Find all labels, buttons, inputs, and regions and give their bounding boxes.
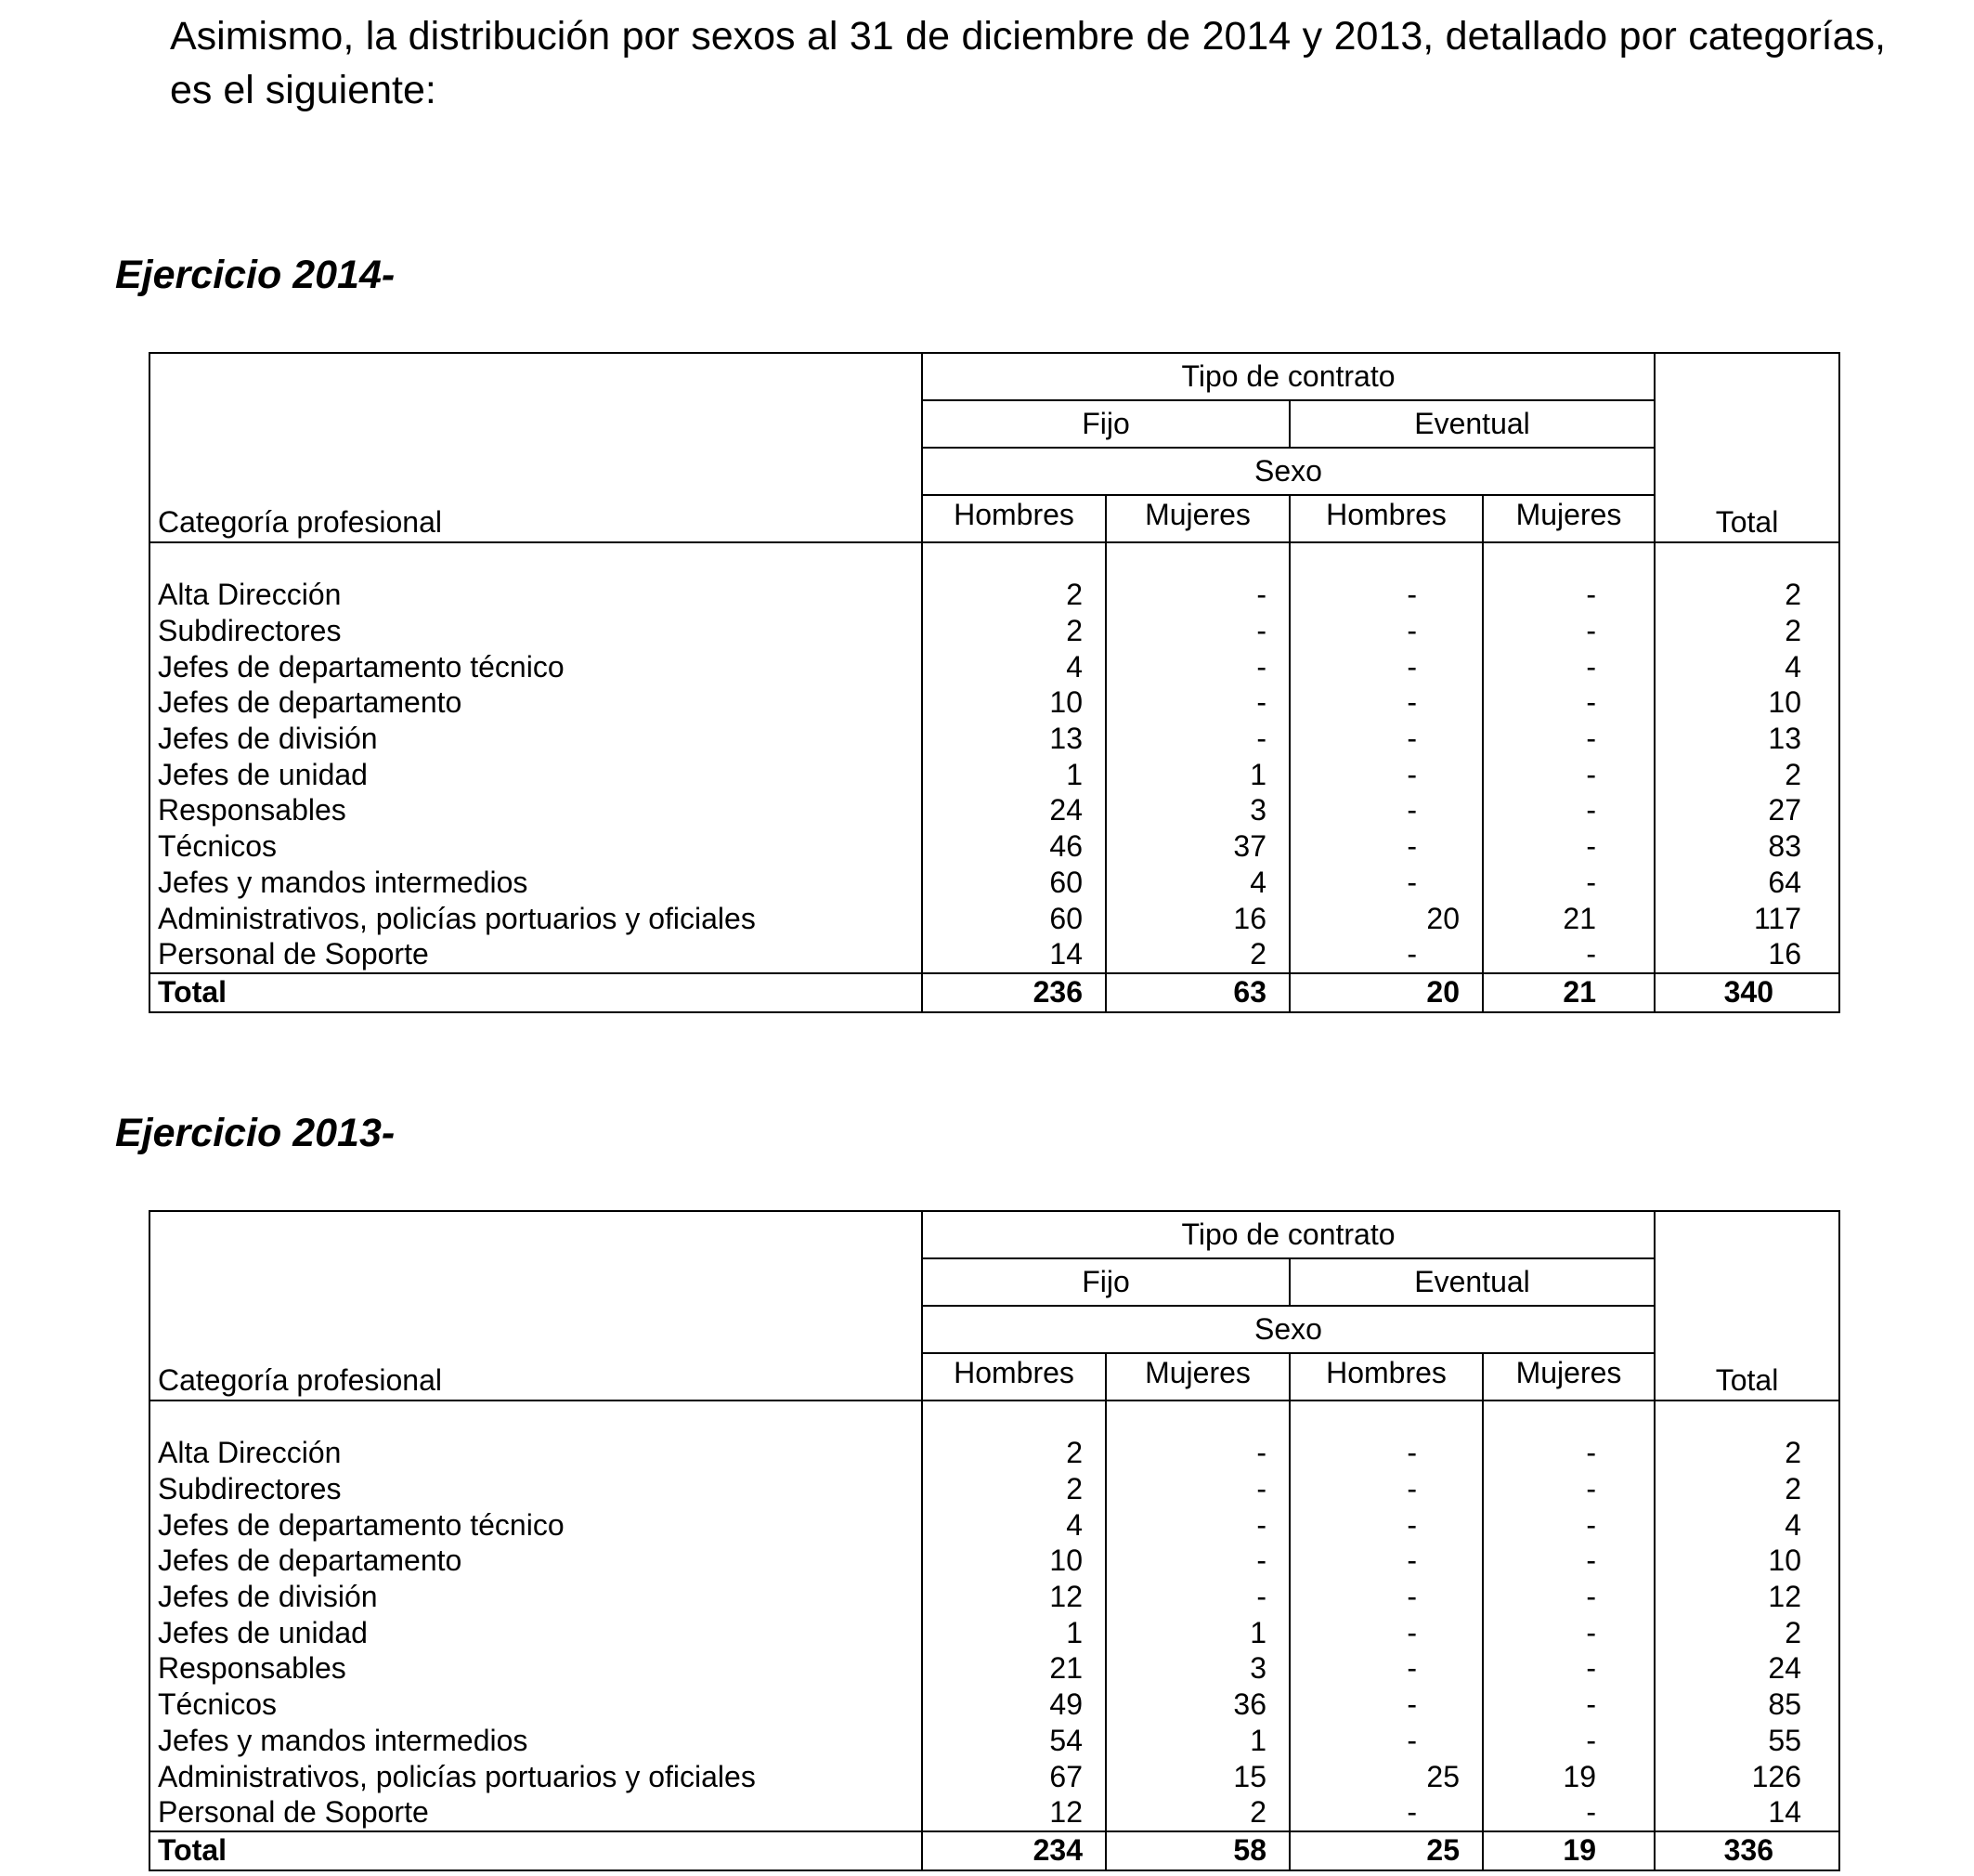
- category-cell: Responsables: [149, 792, 922, 828]
- table-row: [149, 1471, 1839, 1507]
- eventual-mujeres-cell: -: [1483, 1506, 1655, 1543]
- fijo-hombres-cell: 60: [922, 900, 1106, 936]
- table-row: [149, 1543, 1839, 1579]
- total-total-cell: 336: [1655, 1831, 1839, 1870]
- eventual-hombres-cell: -: [1290, 865, 1483, 901]
- fijo-mujeres-header: Mujeres: [1106, 1353, 1290, 1400]
- eventual-hombres-cell: -: [1290, 684, 1483, 721]
- total-cell: 85: [1655, 1687, 1839, 1723]
- total-fijo-hombres-cell: 234: [922, 1831, 1106, 1870]
- category-cell: Jefes y mandos intermedios: [149, 865, 922, 901]
- eventual-mujeres-cell: -: [1483, 577, 1655, 613]
- fijo-hombres-cell: 4: [922, 1506, 1106, 1543]
- total-eventual-mujeres-cell: 19: [1483, 1831, 1655, 1870]
- eventual-mujeres-cell: -: [1483, 756, 1655, 792]
- eventual-mujeres-header: Mujeres: [1483, 495, 1655, 542]
- category-cell: Jefes de departamento técnico: [149, 648, 922, 684]
- total-cell: 14: [1655, 1794, 1839, 1831]
- fijo-mujeres-cell: -: [1106, 613, 1290, 649]
- category-cell: Subdirectores: [149, 613, 922, 649]
- category-cell: Personal de Soporte: [149, 936, 922, 973]
- total-header: Total: [1655, 1211, 1839, 1400]
- fijo-hombres-cell: 14: [922, 936, 1106, 973]
- total-eventual-mujeres-cell: 21: [1483, 973, 1655, 1012]
- eventual-mujeres-cell: -: [1483, 828, 1655, 865]
- category-cell: Jefes de unidad: [149, 1614, 922, 1650]
- eventual-hombres-cell: -: [1290, 1650, 1483, 1687]
- fijo-header: Fijo: [922, 400, 1290, 448]
- fijo-hombres-header: Hombres: [922, 1353, 1106, 1400]
- category-cell: Jefes de departamento: [149, 684, 922, 721]
- fijo-header: Fijo: [922, 1258, 1290, 1306]
- eventual-hombres-cell: -: [1290, 577, 1483, 613]
- staff-table-2013: [149, 1210, 1840, 1871]
- fijo-mujeres-cell: 1: [1106, 756, 1290, 792]
- total-cell: 24: [1655, 1650, 1839, 1687]
- spacer-cell: [149, 1400, 922, 1435]
- category-cell: Jefes de unidad: [149, 756, 922, 792]
- table-row: [149, 1723, 1839, 1759]
- eventual-hombres-cell: -: [1290, 792, 1483, 828]
- table-row: [149, 648, 1839, 684]
- eventual-mujeres-cell: -: [1483, 792, 1655, 828]
- total-cell: 126: [1655, 1758, 1839, 1794]
- eventual-hombres-header: Hombres: [1290, 1353, 1483, 1400]
- intro-paragraph: Asimismo, la distribución por sexos al 31 de diciembre de 2014 y 2013, detallado por categorías, es el siguiente:: [170, 14, 1886, 112]
- spacer-cell: [922, 1400, 1106, 1435]
- eventual-mujeres-cell: -: [1483, 1687, 1655, 1723]
- spacer-cell: [1106, 542, 1290, 577]
- fijo-mujeres-cell: 3: [1106, 792, 1290, 828]
- total-cell: 12: [1655, 1579, 1839, 1615]
- total-cell: 83: [1655, 828, 1839, 865]
- eventual-hombres-cell: -: [1290, 1614, 1483, 1650]
- spacer-cell: [1106, 1400, 1290, 1435]
- table-row: [149, 577, 1839, 613]
- fijo-mujeres-cell: 3: [1106, 1650, 1290, 1687]
- fijo-hombres-cell: 13: [922, 721, 1106, 757]
- fijo-hombres-cell: 67: [922, 1758, 1106, 1794]
- eventual-hombres-cell: -: [1290, 1794, 1483, 1831]
- eventual-mujeres-cell: -: [1483, 684, 1655, 721]
- category-cell: Alta Dirección: [149, 1435, 922, 1471]
- eventual-hombres-cell: -: [1290, 613, 1483, 649]
- eventual-mujeres-cell: -: [1483, 1579, 1655, 1615]
- fijo-mujeres-cell: 1: [1106, 1723, 1290, 1759]
- eventual-hombres-cell: 25: [1290, 1758, 1483, 1794]
- table-body: [149, 542, 1839, 973]
- fijo-mujeres-cell: -: [1106, 1471, 1290, 1507]
- table-body: [149, 1400, 1839, 1831]
- fijo-hombres-cell: 10: [922, 1543, 1106, 1579]
- eventual-mujeres-cell: -: [1483, 1614, 1655, 1650]
- fijo-mujeres-cell: 4: [1106, 865, 1290, 901]
- fijo-hombres-header: Hombres: [922, 495, 1106, 542]
- eventual-mujeres-cell: -: [1483, 648, 1655, 684]
- total-cell: 4: [1655, 1506, 1839, 1543]
- eventual-hombres-cell: -: [1290, 1543, 1483, 1579]
- sexo-header: Sexo: [922, 1306, 1655, 1353]
- spacer-cell: [1290, 542, 1483, 577]
- fijo-mujeres-cell: -: [1106, 721, 1290, 757]
- total-category-cell: Total: [149, 1831, 922, 1870]
- category-cell: Jefes y mandos intermedios: [149, 1723, 922, 1759]
- total-cell: 2: [1655, 756, 1839, 792]
- eventual-mujeres-cell: -: [1483, 1723, 1655, 1759]
- eventual-mujeres-cell: -: [1483, 1543, 1655, 1579]
- staff-table-2014: [149, 352, 1840, 1013]
- table-row: [149, 792, 1839, 828]
- eventual-mujeres-cell: -: [1483, 613, 1655, 649]
- fijo-mujeres-cell: -: [1106, 1579, 1290, 1615]
- eventual-mujeres-cell: -: [1483, 1650, 1655, 1687]
- total-cell: 55: [1655, 1723, 1839, 1759]
- eventual-mujeres-cell: 21: [1483, 900, 1655, 936]
- total-cell: 10: [1655, 1543, 1839, 1579]
- total-fijo-mujeres-cell: 63: [1106, 973, 1290, 1012]
- eventual-hombres-cell: -: [1290, 1723, 1483, 1759]
- eventual-mujeres-header: Mujeres: [1483, 1353, 1655, 1400]
- spacer-row: [149, 1400, 1839, 1435]
- table-row: [149, 756, 1839, 792]
- eventual-hombres-cell: -: [1290, 1471, 1483, 1507]
- fijo-hombres-cell: 2: [922, 613, 1106, 649]
- eventual-hombres-cell: -: [1290, 828, 1483, 865]
- fijo-hombres-cell: 46: [922, 828, 1106, 865]
- eventual-hombres-cell: -: [1290, 936, 1483, 973]
- fijo-hombres-cell: 4: [922, 648, 1106, 684]
- total-cell: 117: [1655, 900, 1839, 936]
- eventual-mujeres-cell: -: [1483, 1471, 1655, 1507]
- fijo-mujeres-cell: -: [1106, 1506, 1290, 1543]
- fijo-mujeres-cell: 1: [1106, 1614, 1290, 1650]
- fijo-hombres-cell: 2: [922, 1435, 1106, 1471]
- spacer-cell: [922, 542, 1106, 577]
- fijo-mujeres-cell: 2: [1106, 1794, 1290, 1831]
- category-cell: Técnicos: [149, 828, 922, 865]
- fijo-hombres-cell: 12: [922, 1794, 1106, 1831]
- category-cell: Jefes de división: [149, 721, 922, 757]
- fijo-hombres-cell: 2: [922, 577, 1106, 613]
- fijo-mujeres-cell: 37: [1106, 828, 1290, 865]
- category-cell: Jefes de departamento: [149, 1543, 922, 1579]
- fijo-hombres-cell: 24: [922, 792, 1106, 828]
- eventual-hombres-cell: -: [1290, 648, 1483, 684]
- total-cell: 2: [1655, 613, 1839, 649]
- eventual-mujeres-cell: -: [1483, 865, 1655, 901]
- contract-type-header: Tipo de contrato: [922, 353, 1655, 400]
- eventual-mujeres-cell: 19: [1483, 1758, 1655, 1794]
- total-cell: 4: [1655, 648, 1839, 684]
- table-row: [149, 1579, 1839, 1615]
- eventual-mujeres-cell: -: [1483, 1794, 1655, 1831]
- fijo-hombres-cell: 21: [922, 1650, 1106, 1687]
- table-row: [149, 1650, 1839, 1687]
- fijo-hombres-cell: 12: [922, 1579, 1106, 1615]
- category-cell: Subdirectores: [149, 1471, 922, 1507]
- section-title-2013: Ejercicio 2013-: [115, 1111, 396, 1155]
- total-cell: 2: [1655, 1614, 1839, 1650]
- total-header: Total: [1655, 353, 1839, 542]
- total-cell: 13: [1655, 721, 1839, 757]
- fijo-mujeres-header: Mujeres: [1106, 495, 1290, 542]
- fijo-mujeres-cell: -: [1106, 1543, 1290, 1579]
- fijo-hombres-cell: 49: [922, 1687, 1106, 1723]
- category-cell: Técnicos: [149, 1687, 922, 1723]
- total-eventual-hombres-cell: 20: [1290, 973, 1483, 1012]
- sexo-header: Sexo: [922, 448, 1655, 495]
- table-row: [149, 684, 1839, 721]
- table-footer: [149, 973, 1839, 1012]
- total-fijo-mujeres-cell: 58: [1106, 1831, 1290, 1870]
- table-row: [149, 1435, 1839, 1471]
- eventual-header: Eventual: [1290, 400, 1655, 448]
- category-cell: Administrativos, policías portuarios y oficiales: [149, 900, 922, 936]
- spacer-cell: [149, 542, 922, 577]
- category-header: Categoría profesional: [149, 1211, 922, 1400]
- section-title-2014: Ejercicio 2014-: [115, 253, 396, 297]
- fijo-hombres-cell: 60: [922, 865, 1106, 901]
- spacer-cell: [1655, 1400, 1839, 1435]
- total-cell: 27: [1655, 792, 1839, 828]
- total-cell: 16: [1655, 936, 1839, 973]
- category-cell: Jefes de departamento técnico: [149, 1506, 922, 1543]
- total-cell: 2: [1655, 1471, 1839, 1507]
- eventual-mujeres-cell: -: [1483, 721, 1655, 757]
- total-row: [149, 1831, 1839, 1870]
- eventual-hombres-cell: -: [1290, 1506, 1483, 1543]
- category-cell: Alta Dirección: [149, 577, 922, 613]
- spacer-row: [149, 542, 1839, 577]
- fijo-mujeres-cell: -: [1106, 648, 1290, 684]
- total-fijo-hombres-cell: 236: [922, 973, 1106, 1012]
- eventual-mujeres-cell: -: [1483, 1435, 1655, 1471]
- category-cell: Administrativos, policías portuarios y oficiales: [149, 1758, 922, 1794]
- eventual-hombres-cell: -: [1290, 1687, 1483, 1723]
- fijo-mujeres-cell: -: [1106, 577, 1290, 613]
- fijo-hombres-cell: 1: [922, 1614, 1106, 1650]
- table-row: [149, 865, 1839, 901]
- eventual-hombres-cell: 20: [1290, 900, 1483, 936]
- total-cell: 10: [1655, 684, 1839, 721]
- spacer-cell: [1483, 1400, 1655, 1435]
- table-row: [149, 900, 1839, 936]
- category-cell: Personal de Soporte: [149, 1794, 922, 1831]
- fijo-mujeres-cell: 16: [1106, 900, 1290, 936]
- spacer-cell: [1483, 542, 1655, 577]
- fijo-hombres-cell: 2: [922, 1471, 1106, 1507]
- table-row: [149, 1614, 1839, 1650]
- table-row: [149, 1687, 1839, 1723]
- eventual-hombres-cell: -: [1290, 1579, 1483, 1615]
- total-category-cell: Total: [149, 973, 922, 1012]
- spacer-cell: [1655, 542, 1839, 577]
- total-cell: 64: [1655, 865, 1839, 901]
- fijo-mujeres-cell: -: [1106, 684, 1290, 721]
- table-footer: [149, 1831, 1839, 1870]
- eventual-hombres-cell: -: [1290, 1435, 1483, 1471]
- total-eventual-hombres-cell: 25: [1290, 1831, 1483, 1870]
- fijo-mujeres-cell: 36: [1106, 1687, 1290, 1723]
- fijo-hombres-cell: 1: [922, 756, 1106, 792]
- fijo-mujeres-cell: -: [1106, 1435, 1290, 1471]
- table-row: [149, 613, 1839, 649]
- table-row: [149, 1758, 1839, 1794]
- eventual-hombres-cell: -: [1290, 756, 1483, 792]
- table-row: [149, 828, 1839, 865]
- table-row: [149, 721, 1839, 757]
- total-cell: 2: [1655, 577, 1839, 613]
- eventual-mujeres-cell: -: [1483, 936, 1655, 973]
- eventual-header: Eventual: [1290, 1258, 1655, 1306]
- fijo-mujeres-cell: 15: [1106, 1758, 1290, 1794]
- table-row: [149, 936, 1839, 973]
- fijo-hombres-cell: 54: [922, 1723, 1106, 1759]
- table-row: [149, 1506, 1839, 1543]
- total-row: [149, 973, 1839, 1012]
- eventual-hombres-cell: -: [1290, 721, 1483, 757]
- fijo-mujeres-cell: 2: [1106, 936, 1290, 973]
- spacer-cell: [1290, 1400, 1483, 1435]
- total-total-cell: 340: [1655, 973, 1839, 1012]
- contract-type-header: Tipo de contrato: [922, 1211, 1655, 1258]
- total-cell: 2: [1655, 1435, 1839, 1471]
- category-cell: Responsables: [149, 1650, 922, 1687]
- category-header: Categoría profesional: [149, 353, 922, 542]
- eventual-hombres-header: Hombres: [1290, 495, 1483, 542]
- category-cell: Jefes de división: [149, 1579, 922, 1615]
- fijo-hombres-cell: 10: [922, 684, 1106, 721]
- table-row: [149, 1794, 1839, 1831]
